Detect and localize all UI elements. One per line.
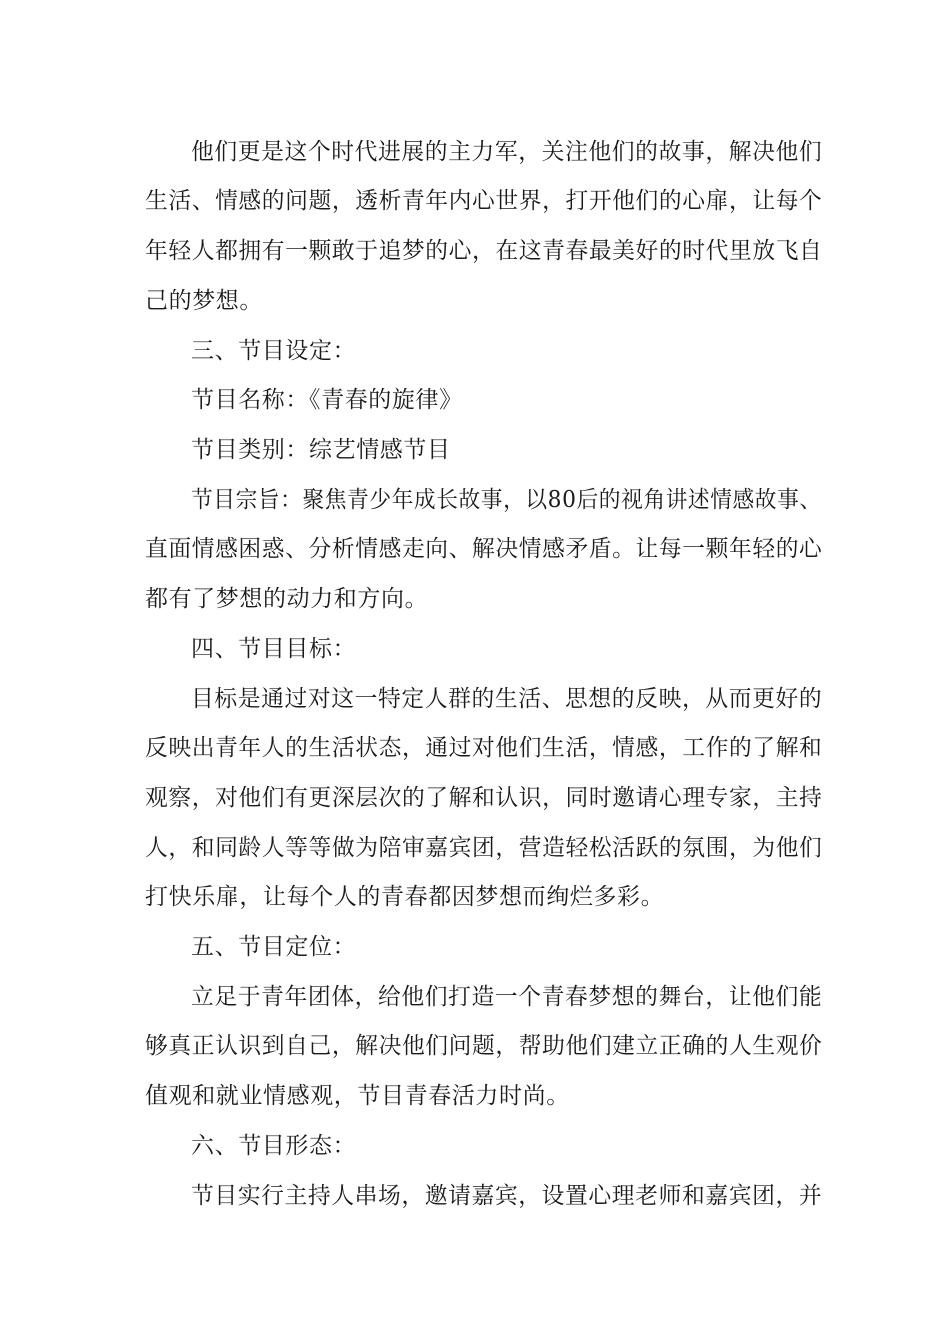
paragraph-line: 观察，对他们有更深层次的了解和认识，同时邀请心理专家，主持 [145,785,823,811]
paragraph-line: 节目名称：《青春的旋律》 [191,387,463,413]
paragraph-line: 生活、情感的问题，透析青年内心世界，打开他们的心扉，让每个 [145,188,823,214]
paragraph-line: 年轻人都拥有一颗敢于追梦的心，在这青春最美好的时代里放飞自 [145,238,823,264]
paragraph-line: 值观和就业情感观，节目青春活力时尚。 [145,1083,570,1109]
section-heading: 三、节目设定： [191,338,357,364]
paragraph-line: 打快乐扉，让每个人的青春都因梦想而绚烂多彩。 [145,884,665,910]
section-heading: 五、节目定位： [191,934,357,960]
paragraph-line: 己的梦想。 [145,288,263,314]
paragraph-line: 节目宗旨：聚焦青少年成长故事，以80后的视角讲述情感故事、 [191,487,822,513]
paragraph-line: 立足于青年团体，给他们打造一个青春梦想的舞台，让他们能 [191,984,823,1010]
paragraph-line: 人，和同龄人等等做为陪审嘉宾团，营造轻松活跃的氛围，为他们 [145,835,823,861]
paragraph-line: 够真正认识到自己，解决他们问题，帮助他们建立正确的人生观价 [145,1033,823,1059]
paragraph-line: 反映出青年人的生活状态，通过对他们生活，情感，工作的了解和 [145,735,823,761]
paragraph-line: 节目类别：综艺情感节目 [191,437,451,463]
section-heading: 六、节目形态： [191,1133,357,1159]
paragraph-line: 他们更是这个时代进展的主力军，关注他们的故事，解决他们 [191,139,823,165]
paragraph-line: 都有了梦想的动力和方向。 [145,586,429,612]
paragraph-line: 目标是通过对这一特定人群的生活、思想的反映，从而更好的 [191,686,823,712]
paragraph-line: 直面情感困惑、分析情感走向、解决情感矛盾。让每一颗年轻的心 [145,536,823,562]
section-heading: 四、节目目标： [191,636,357,662]
paragraph-line: 节目实行主持人串场，邀请嘉宾，设置心理老师和嘉宾团，并 [191,1183,823,1209]
